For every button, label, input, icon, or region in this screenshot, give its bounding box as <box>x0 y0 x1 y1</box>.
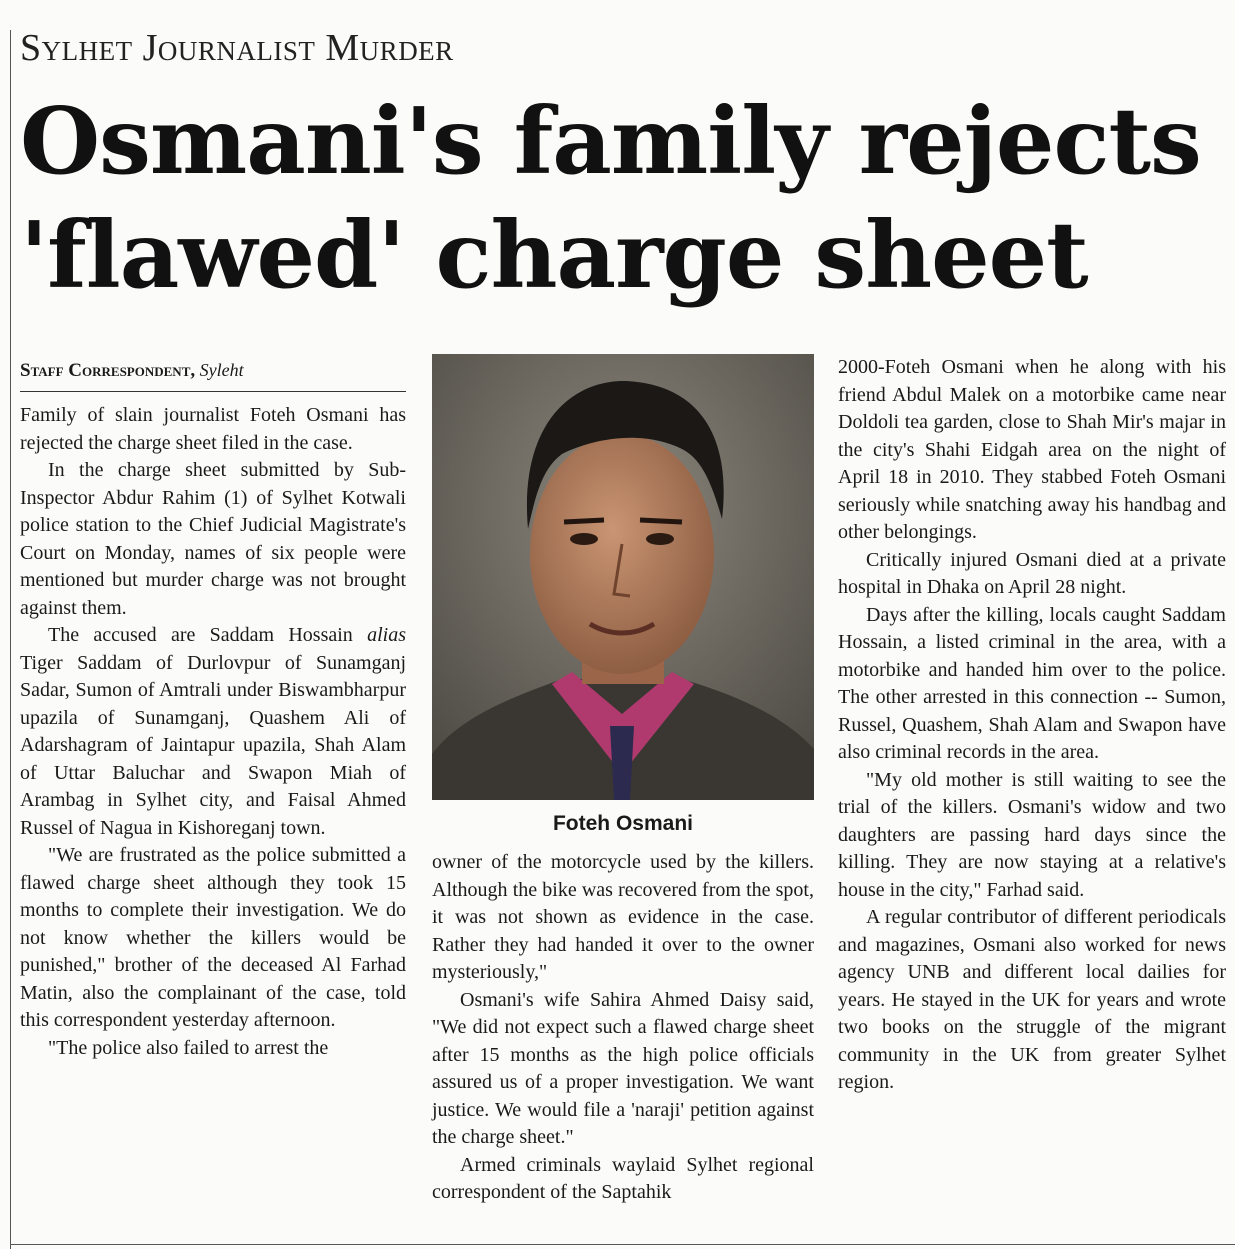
photo-caption: Foteh Osmani <box>552 812 694 835</box>
paragraph: "We are frustrated as the police submitted a flawed charge sheet although they took 15 months to complete their investigation. We do not know whether the killers would be punished," brother of the deceased Al Farhad Matin, also the complainant of the case, told this correspondent yesterday afternoon. <box>20 844 406 1031</box>
headline: Osmani's family rejects 'flawed' charge sheet <box>20 87 1201 309</box>
paragraph: In the charge sheet submitted by Sub-Inspector Abdur Rahim (1) of Sylhet Kotwali police station to the Chief Judicial Magistrate's Court on Monday, names of six people were mentioned but murder charge was not brought against them. <box>20 459 406 619</box>
paragraph: Critically injured Osmani died at a private hospital in Dhaka on April 28 night. <box>838 548 1226 598</box>
alias-text: alias <box>367 624 406 646</box>
article-column-2 <box>432 849 814 1207</box>
paragraph: Family of slain journalist Foteh Osmani has rejected the charge sheet filed in the case. <box>20 404 406 454</box>
paragraph-text: Tiger Saddam of Durlovpur of Sunamganj Sadar, Sumon of Amtrali under Biswambharpur upazila of Sunamganj, Quashem Ali of Adarshagram of Jaintapur upazila, Shah Alam of Uttar Baluchar and Swapon Miah of Arambag in Sylhet city, and Faisal Ahmed Russel of Nagua in Kishoreganj town. <box>20 651 406 839</box>
paragraph: Osmani's wife Sahira Ahmed Daisy said, "We did not expect such a flawed charge sheet after 15 months as the high police officials assured us of a proper investigation. We want justice. We would file a 'naraji' petition against the charge sheet." <box>432 988 814 1148</box>
article-column-3 <box>838 354 1226 1097</box>
paragraph: "The police also failed to arrest the <box>48 1036 329 1059</box>
paragraph: "My old mother is still waiting to see the trial of the killers. Osmani's widow and two daughters are passing hard days since the killing. They are now staying at a relative's house in the city," Farhad said. <box>838 768 1226 901</box>
byline-location: Syleht <box>199 360 244 380</box>
column-rule <box>10 30 11 1249</box>
portrait-illustration <box>432 354 814 800</box>
paragraph: 2000-Foteh Osmani when he along with his friend Abdul Malek on a motorbike came near Doldoli tea garden, close to Shah Mir's majar in the city's Shahi Eidgah area on the night of April 18 in 2010. They stabbed Foteh Osmani seriously while snatching away his handbag and other belongings. <box>838 356 1226 543</box>
paragraph <box>20 622 406 842</box>
portrait-photo <box>432 354 814 800</box>
paragraph-text: The accused are Saddam Hossain <box>48 624 353 646</box>
paragraph: Days after the killing, locals caught Saddam Hossain, a listed criminal in the area, with a motorbike and handed him over to the police. The other arrested in this connection -- Sumon, Russel, Quashem, Shah Alam and Swapon have also criminal records in the area. <box>838 603 1226 763</box>
bottom-rule <box>10 1244 1235 1245</box>
kicker: Sylhet Journalist Murder <box>20 27 454 69</box>
article-column-1 <box>20 402 406 1062</box>
byline-name: Staff Correspondent, <box>20 360 196 381</box>
paragraph: owner of the motorcycle used by the killers. Although the bike was recovered from the spot, it was not shown as evidence in the case. Rather they had handed it over to the owner mysteriously," <box>432 851 814 983</box>
byline <box>20 358 406 392</box>
paragraph: Armed criminals waylaid Sylhet regional correspondent of the Saptahik <box>432 1153 814 1203</box>
paragraph: A regular contributor of different periodicals and magazines, Osmani also worked for news agency UNB and different local dailies for years. He stayed in the UK for years and wrote two books on the struggle of the migrant community in the UK from greater Sylhet region. <box>838 906 1226 1093</box>
